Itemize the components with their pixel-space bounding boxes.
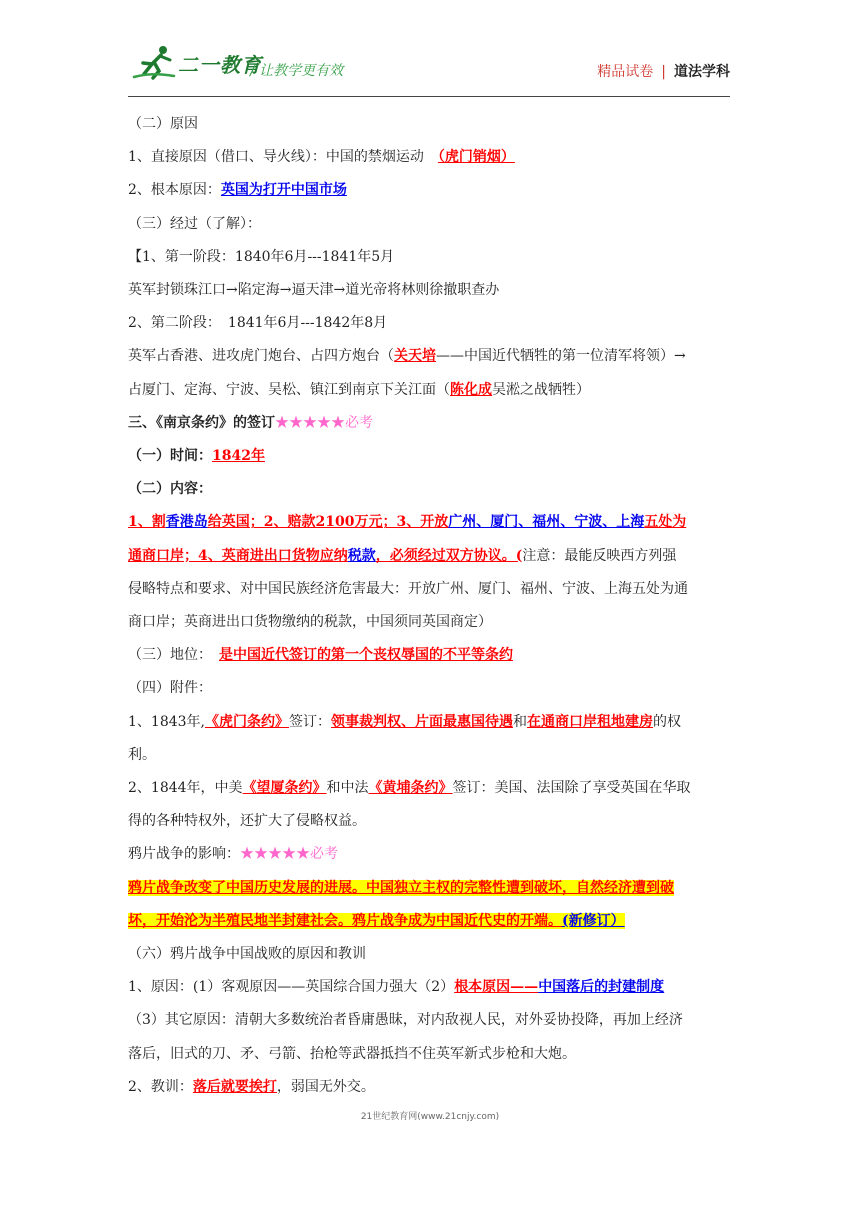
- highlighted-text: 坏，开始沦为半殖民地半封建社会。鸦片战争成为中国近代史的开端。: [128, 912, 562, 929]
- section-heading: [128, 938, 732, 971]
- logo-slogan: / 让教学更有效: [250, 63, 344, 79]
- text: 英军封锁珠江口→陷定海→逼天津→道光帝将林则徐撤职查办: [128, 282, 500, 299]
- paragraph: [128, 340, 732, 373]
- key-point: 根本原因——: [454, 979, 539, 996]
- text: 签订：: [289, 713, 331, 730]
- key-point: 五处为: [644, 514, 687, 531]
- key-point: 领事裁判权、片面最惠国待遇: [331, 713, 513, 730]
- text: ，弱国无外交。: [276, 1078, 375, 1095]
- paragraph: [128, 872, 732, 905]
- header-divider: [128, 96, 730, 97]
- page-footer: 21世纪教育网(www.21cnjy.com): [360, 1112, 500, 1122]
- section-heading: [128, 407, 732, 440]
- text: 和中法: [326, 780, 369, 797]
- paragraph: [128, 805, 732, 838]
- text: （一）时间：: [128, 448, 212, 465]
- logo-text: 二一教育: [178, 53, 262, 77]
- document-body: [128, 108, 732, 1104]
- text: 英军占香港、进攻虎门炮台、占四方炮台（: [128, 348, 394, 365]
- text: 的权: [653, 713, 681, 730]
- must-test-badge: ★★★★★必考: [275, 414, 373, 431]
- text: ——中国近代牺牲的第一位清军将领）→: [436, 348, 686, 365]
- paragraph: [128, 905, 732, 938]
- paragraph: [128, 971, 732, 1004]
- paragraph: [128, 241, 732, 274]
- paragraph: [128, 440, 732, 473]
- text: 侵略特点和要求、对中国民族经济危害最大：开放广州、厦门、福州、宁波、上海五处为通: [128, 580, 688, 597]
- text: 【1、第一阶段：1840年6月---1841年5月: [128, 248, 395, 265]
- paragraph: [128, 374, 732, 407]
- text: 三、《南京条约》的签订: [128, 414, 275, 431]
- header-subject-area: [597, 61, 730, 81]
- paragraph: [128, 1004, 732, 1037]
- text: 得的各种特权外，还扩大了侵略权益。: [128, 813, 366, 830]
- text: （六）鸦片战争中国战败的原因和教训: [128, 946, 366, 963]
- key-point: 给英国；2、赔款2100万元；3、开放: [207, 514, 449, 531]
- paragraph: [128, 174, 732, 207]
- header-label: 精品试卷: [597, 64, 654, 80]
- paragraph: [128, 606, 732, 639]
- key-point: 1、割: [128, 514, 166, 531]
- text: 鸦片战争的影响：: [128, 846, 240, 863]
- must-test-badge: ★★★★★必考: [240, 846, 338, 863]
- section-heading: [128, 672, 732, 705]
- paragraph: [128, 639, 732, 672]
- paragraph: [128, 573, 732, 606]
- key-point: 通商口岸；4、英商进出口货物应纳: [128, 547, 348, 564]
- paragraph: [128, 772, 732, 805]
- key-point: 在通商口岸租地建房: [527, 713, 653, 730]
- key-point: 《虎门条约》: [205, 713, 289, 730]
- paragraph: [128, 739, 732, 772]
- key-point: 1842年: [212, 448, 265, 465]
- key-point: 落后就要挨打: [192, 1078, 277, 1095]
- runner-logo-icon: [132, 44, 176, 80]
- paragraph: [128, 1038, 732, 1071]
- paragraph: [128, 706, 732, 739]
- text: （3）其它原因：清朝大多数统治者昏庸愚昧，对内敌视人民，对外妥协投降，再加上经济: [128, 1012, 683, 1029]
- text: 吴淞之战牺牲）: [492, 381, 590, 398]
- text: 2、教训：: [128, 1078, 193, 1095]
- text: 1、原因：(1）客观原因——英国综合国力强大（2）: [128, 979, 455, 996]
- text: 签订：美国、法国除了享受英国在华取: [452, 780, 691, 797]
- text: 占厦门、定海、宁波、吴松、镇江到南京下关江面（: [128, 381, 450, 398]
- page-header: [128, 40, 730, 98]
- key-point: 税款: [347, 547, 376, 564]
- text: 落后，旧式的刀、矛、弓箭、抬枪等武器抵挡不住英军新式步枪和大炮。: [128, 1045, 576, 1062]
- text: 1、直接原因（借口、导火线）：中国的禁烟运动: [128, 149, 438, 166]
- paragraph: [128, 506, 732, 539]
- text: （四）附件：: [128, 680, 212, 697]
- header-separator: |: [661, 64, 666, 80]
- site-logo[interactable]: [128, 40, 368, 84]
- key-point: 广州、厦门、福州、宁波、上海: [448, 514, 645, 531]
- highlighted-text: 鸦片战争改变了中国历史发展的进展。中国独立主权的完整性遭到破坏，自然经济遭到破: [128, 879, 674, 896]
- key-point: 陈化成: [450, 381, 492, 398]
- paragraph: [128, 307, 732, 340]
- section-heading: [128, 108, 732, 141]
- paragraph: [128, 540, 732, 573]
- text: 注意：最能反映西方列强: [522, 547, 677, 564]
- section-heading: [128, 208, 732, 241]
- text: （二）原因: [128, 116, 198, 132]
- text: 1、1843年,: [128, 713, 205, 730]
- key-point: 是中国近代签订的第一个丧权辱国的不平等条约: [219, 647, 513, 664]
- key-point: 中国落后的封建制度: [538, 979, 665, 996]
- key-point: （虎门销烟）: [437, 149, 515, 166]
- paragraph: [128, 1071, 732, 1104]
- text: 利。: [128, 746, 156, 763]
- text: （二）内容：: [128, 481, 212, 498]
- header-subject: 道法学科: [674, 64, 730, 80]
- text: 2、第二阶段： 1841年6月---1842年8月: [128, 315, 388, 332]
- key-point: 英国为打开中国市场: [220, 182, 347, 199]
- text: 商口岸；英商进出口货物缴纳的税款，中国须同英国商定）: [128, 614, 492, 631]
- text: （三）经过（了解）：: [128, 215, 261, 232]
- paragraph: [128, 838, 732, 871]
- paragraph: [128, 274, 732, 307]
- key-point: 《望厦条约》: [242, 780, 327, 797]
- paragraph: [128, 141, 732, 174]
- revision-note: (新修订）: [562, 912, 625, 929]
- key-point: 香港岛: [165, 514, 208, 531]
- text: 和: [513, 713, 527, 730]
- key-point: 《黄埔条约》: [368, 780, 453, 797]
- text: 2、1844年，中美: [128, 780, 243, 797]
- key-point: ，必须经过双方协议。(: [375, 547, 523, 564]
- text: 2、根本原因：: [128, 182, 221, 199]
- text: （三）地位：: [128, 647, 219, 664]
- section-heading: [128, 473, 732, 506]
- key-point: 关天培: [394, 348, 436, 365]
